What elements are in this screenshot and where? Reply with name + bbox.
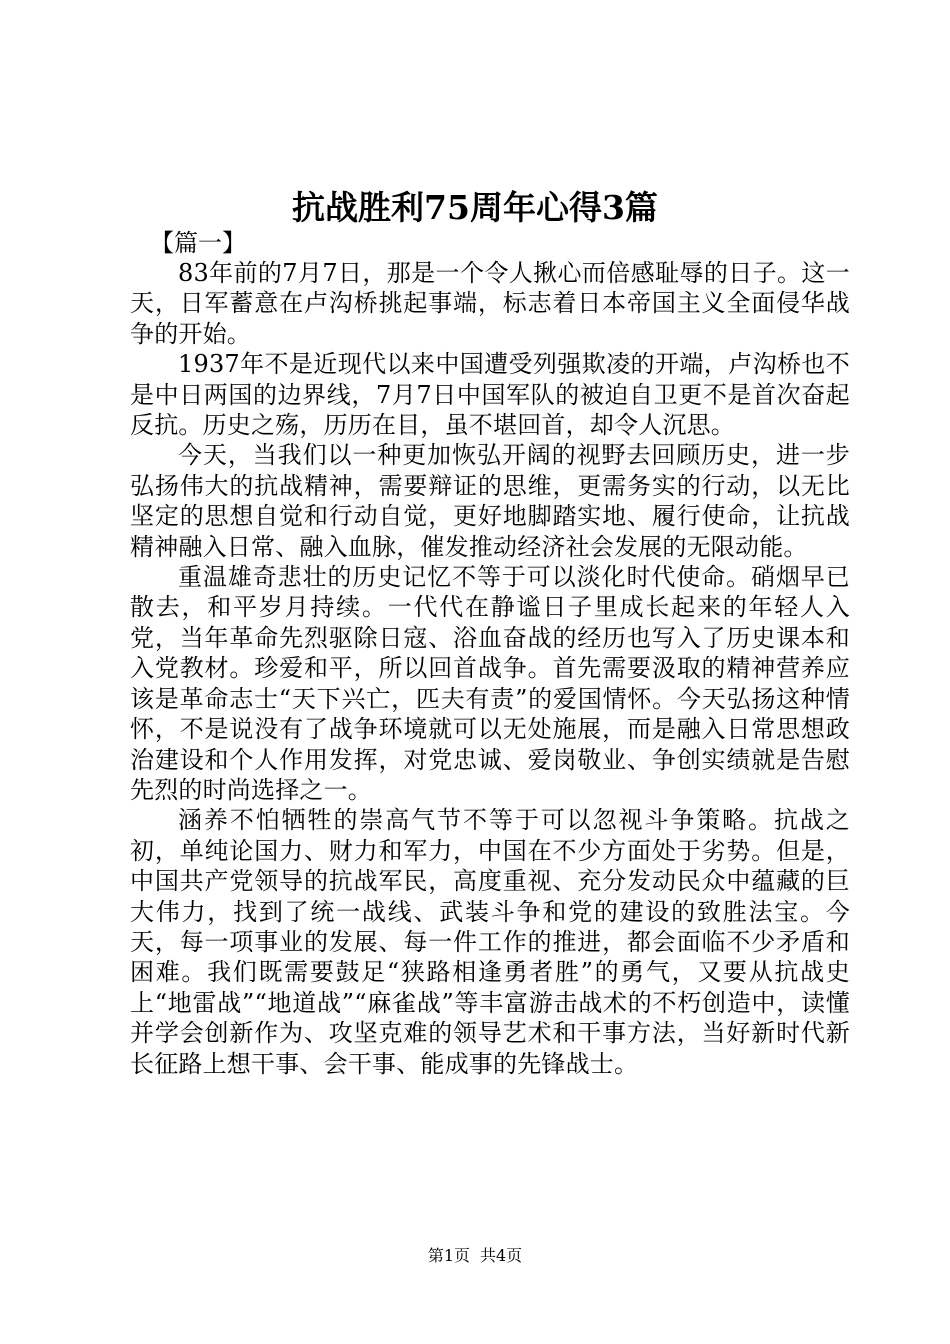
paragraph-1: 83年前的7月7日，那是一个令人揪心而倍感耻辱的日子。这一天，日军蓄意在卢沟桥挑起事端，标志着日本帝国主义全面侵华战争的开始。: [130, 259, 850, 348]
page-footer: [0, 1245, 950, 1267]
paragraph-5: 涵养不怕牺牲的崇高气节不等于可以忽视斗争策略。抗战之初，单纯论国力、财力和军力，中国在不少方面处于劣势。但是，中国共产党领导的抗战军民，高度重视、充分发动民众中蕴藏的巨大伟力，找到了统一战线、武装斗争和党的建设的致胜法宝。今天，每一项事业的发展、每一件工作的推进，都会面临不少矛盾和困难。我们既需要鼓足“狭路相逢勇者胜”的勇气，又要从抗战史上“地雷战”“地道战”“麻雀战”等丰富游击战术的不朽创造中，读懂并学会创新作为、攻坚克难的领导艺术和干事方法，当好新时代新长征路上想干事、会干事、能成事的先锋战士。: [130, 806, 850, 1078]
page-number: 第1页: [427, 1246, 470, 1265]
document-title: 抗战胜利75周年心得3篇: [292, 188, 658, 227]
paragraph-3: 今天，当我们以一种更加恢弘开阔的视野去回顾历史，进一步弘扬伟大的抗战精神，需要辩证的思维，更需务实的行动，以无比坚定的思想自觉和行动自觉，更好地脚踏实地、履行使命，让抗战精神融入日常、融入血脉，催发推动经济社会发展的无限动能。: [130, 441, 850, 561]
page-total: 共4页: [480, 1246, 523, 1265]
paragraph-2: 1937年不是近现代以来中国遭受列强欺凌的开端，卢沟桥也不是中日两国的边界线，7月7日中国军队的被迫自卫更不是首次奋起反抗。历史之殇，历历在目，虽不堪回首，却令人沉思。: [130, 350, 850, 440]
paragraph-4: 重温雄奇悲壮的历史记忆不等于可以淡化时代使命。硝烟早已散去，和平岁月持续。一代代在静谧日子里成长起来的年轻人入党，当年革命先烈驱除日寇、浴血奋战的经历也写入了历史课本和入党教材。珍爱和平，所以回首战争。首先需要汲取的精神营养应该是革命志士“天下兴亡，匹夫有责”的爱国情怀。今天弘扬这种情怀，不是说没有了战争环境就可以无处施展，而是融入日常思想政治建设和个人作用发挥，对党忠诚、爱岗敬业、争创实绩就是告慰先烈的时尚选择之一。: [130, 563, 850, 804]
section-label: 【篇一】: [150, 229, 246, 257]
document-body: [130, 228, 850, 1079]
